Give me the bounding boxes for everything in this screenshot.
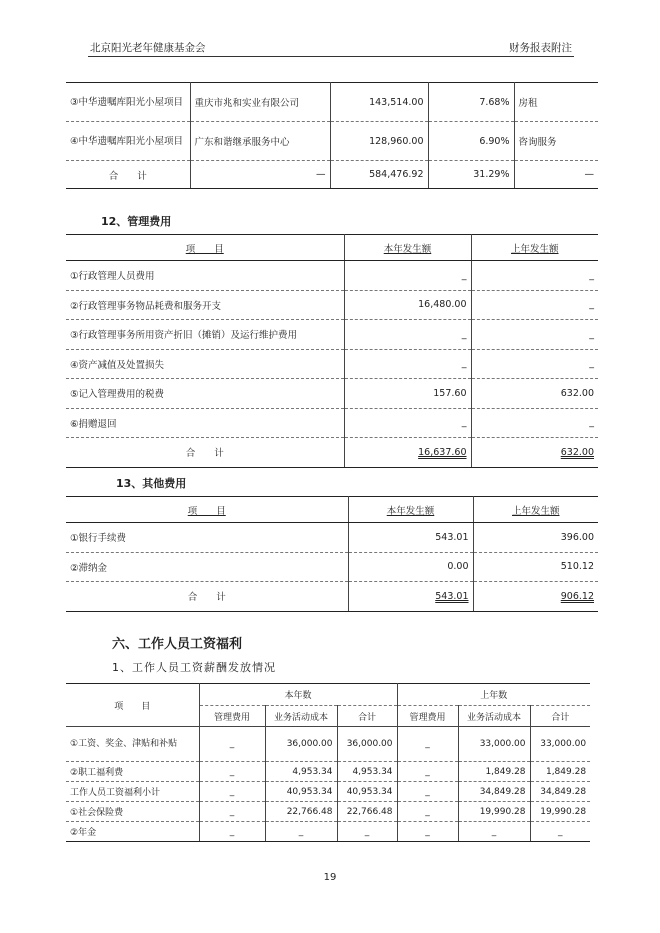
header-item: 项 目	[66, 684, 199, 727]
value-cell: _	[458, 822, 530, 842]
total-percent: 31.29%	[428, 161, 514, 189]
table-row	[66, 822, 590, 842]
value-cell: 22,766.48	[337, 802, 397, 822]
table-row	[66, 552, 598, 582]
total-party: —	[190, 161, 330, 189]
col-header: 管理费用	[199, 706, 265, 727]
table-row	[66, 802, 590, 822]
value-cell: _	[530, 822, 590, 842]
total-current: 543.01	[348, 582, 473, 612]
header-current-year: 本年数	[199, 684, 397, 706]
current-cell: _	[344, 408, 471, 438]
value-cell: _	[199, 727, 265, 762]
salary-table	[66, 683, 590, 842]
item-cell: ④中华遗嘱库阳光小屋项目	[66, 122, 190, 161]
table-row	[66, 290, 598, 320]
total-label: 合 计	[66, 582, 348, 612]
amount-cell: 128,960.00	[330, 122, 428, 161]
value-cell: _	[199, 802, 265, 822]
item-cell: ①工资、奖金、津贴和补贴	[66, 727, 199, 762]
prior-cell: 632.00	[471, 379, 598, 409]
value-cell: 34,849.28	[458, 782, 530, 802]
value-cell: 36,000.00	[337, 727, 397, 762]
related-party-table	[66, 82, 598, 189]
item-cell: ①银行手续费	[66, 523, 348, 553]
value-cell: 4,953.34	[265, 762, 337, 782]
value-cell: 34,849.28	[530, 782, 590, 802]
amount-cell: 143,514.00	[330, 83, 428, 122]
table-row	[66, 379, 598, 409]
item-cell: ③中华遗嘱库阳光小屋项目	[66, 83, 190, 122]
prior-cell: _	[471, 290, 598, 320]
header-doc-title: 财务报表附注	[509, 42, 572, 54]
prior-cell: 396.00	[473, 523, 598, 553]
item-cell: ①行政管理人员费用	[66, 261, 344, 291]
total-prior: 632.00	[471, 438, 598, 468]
admin-expenses-table	[66, 234, 598, 468]
party-cell: 重庆市兆和实业有限公司	[190, 83, 330, 122]
col-header: 合计	[530, 706, 590, 727]
prior-cell: _	[471, 320, 598, 350]
value-cell: 40,953.34	[265, 782, 337, 802]
header-row	[66, 497, 598, 523]
prior-cell: _	[471, 349, 598, 379]
item-cell: ⑤记入管理费用的税费	[66, 379, 344, 409]
header-prior: 上年发生额	[473, 497, 598, 523]
current-cell: _	[344, 349, 471, 379]
total-amount: 584,476.92	[330, 161, 428, 189]
col-header: 业务活动成本	[265, 706, 337, 727]
table-row	[66, 122, 598, 161]
value-cell: _	[397, 822, 458, 842]
header-row	[66, 235, 598, 261]
item-cell: ②职工福利费	[66, 762, 199, 782]
item-cell: ②年金	[66, 822, 199, 842]
value-cell: 22,766.48	[265, 802, 337, 822]
value-cell: _	[397, 782, 458, 802]
value-cell: _	[265, 822, 337, 842]
value-cell: _	[337, 822, 397, 842]
table-row	[66, 320, 598, 350]
total-row	[66, 438, 598, 468]
table-row	[66, 782, 590, 802]
value-cell: 19,990.28	[530, 802, 590, 822]
party-cell: 广东和谐继承服务中心	[190, 122, 330, 161]
value-cell: 36,000.00	[265, 727, 337, 762]
page-header	[88, 38, 574, 57]
prior-cell: _	[471, 261, 598, 291]
item-cell: ③行政管理事务所用资产折旧（摊销）及运行维护费用	[66, 320, 344, 350]
table-row	[66, 523, 598, 553]
col-header: 业务活动成本	[458, 706, 530, 727]
subsection-title-salary: 1、工作人员工资薪酬发放情况	[112, 661, 276, 674]
header-item: 项 目	[66, 235, 344, 261]
col-header: 合计	[337, 706, 397, 727]
total-row	[66, 582, 598, 612]
item-cell: ②行政管理事务物品耗费和服务开支	[66, 290, 344, 320]
item-cell: ①社会保险费	[66, 802, 199, 822]
col-header: 管理费用	[397, 706, 458, 727]
item-cell: ④资产减值及处置损失	[66, 349, 344, 379]
page-number: 19	[323, 872, 337, 883]
header-item: 项 目	[66, 497, 348, 523]
total-prior: 906.12	[473, 582, 598, 612]
total-current: 16,637.60	[344, 438, 471, 468]
table-row	[66, 261, 598, 291]
total-row	[66, 161, 598, 189]
prior-cell: 510.12	[473, 552, 598, 582]
value-cell: _	[397, 802, 458, 822]
total-label: 合 计	[66, 438, 344, 468]
total-label: 合 计	[66, 161, 190, 189]
nature-cell: 咨询服务	[514, 122, 598, 161]
item-cell: 工作人员工资福利小计	[66, 782, 199, 802]
nature-cell: 房租	[514, 83, 598, 122]
table-row	[66, 408, 598, 438]
section-title-other-expenses: 13、其他费用	[116, 477, 187, 490]
table-row	[66, 727, 590, 762]
current-cell: 157.60	[344, 379, 471, 409]
table-row	[66, 349, 598, 379]
current-cell: 0.00	[348, 552, 473, 582]
value-cell: _	[199, 762, 265, 782]
current-cell: 16,480.00	[344, 290, 471, 320]
section-title-admin-expenses: 12、管理费用	[101, 215, 172, 228]
percent-cell: 7.68%	[428, 83, 514, 122]
value-cell: 4,953.34	[337, 762, 397, 782]
table-row	[66, 762, 590, 782]
item-cell: ②滞纳金	[66, 552, 348, 582]
value-cell: _	[199, 822, 265, 842]
value-cell: 1,849.28	[458, 762, 530, 782]
value-cell: 40,953.34	[337, 782, 397, 802]
percent-cell: 6.90%	[428, 122, 514, 161]
current-cell: _	[344, 320, 471, 350]
header-current: 本年发生额	[348, 497, 473, 523]
value-cell: _	[397, 762, 458, 782]
other-expenses-table	[66, 496, 598, 612]
header-prior: 上年发生额	[471, 235, 598, 261]
header-org-name: 北京阳光老年健康基金会	[90, 42, 206, 54]
value-cell: _	[397, 727, 458, 762]
value-cell: 19,990.28	[458, 802, 530, 822]
header-prior-year: 上年数	[397, 684, 590, 706]
value-cell: 1,849.28	[530, 762, 590, 782]
header-row	[66, 684, 590, 706]
table-row	[66, 83, 598, 122]
value-cell: _	[199, 782, 265, 802]
current-cell: 543.01	[348, 523, 473, 553]
current-cell: _	[344, 261, 471, 291]
value-cell: 33,000.00	[458, 727, 530, 762]
prior-cell: _	[471, 408, 598, 438]
section-title-staff-welfare: 六、工作人员工资福利	[112, 637, 243, 652]
total-nature: —	[514, 161, 598, 189]
item-cell: ⑥捐赠退回	[66, 408, 344, 438]
header-current: 本年发生额	[344, 235, 471, 261]
value-cell: 33,000.00	[530, 727, 590, 762]
